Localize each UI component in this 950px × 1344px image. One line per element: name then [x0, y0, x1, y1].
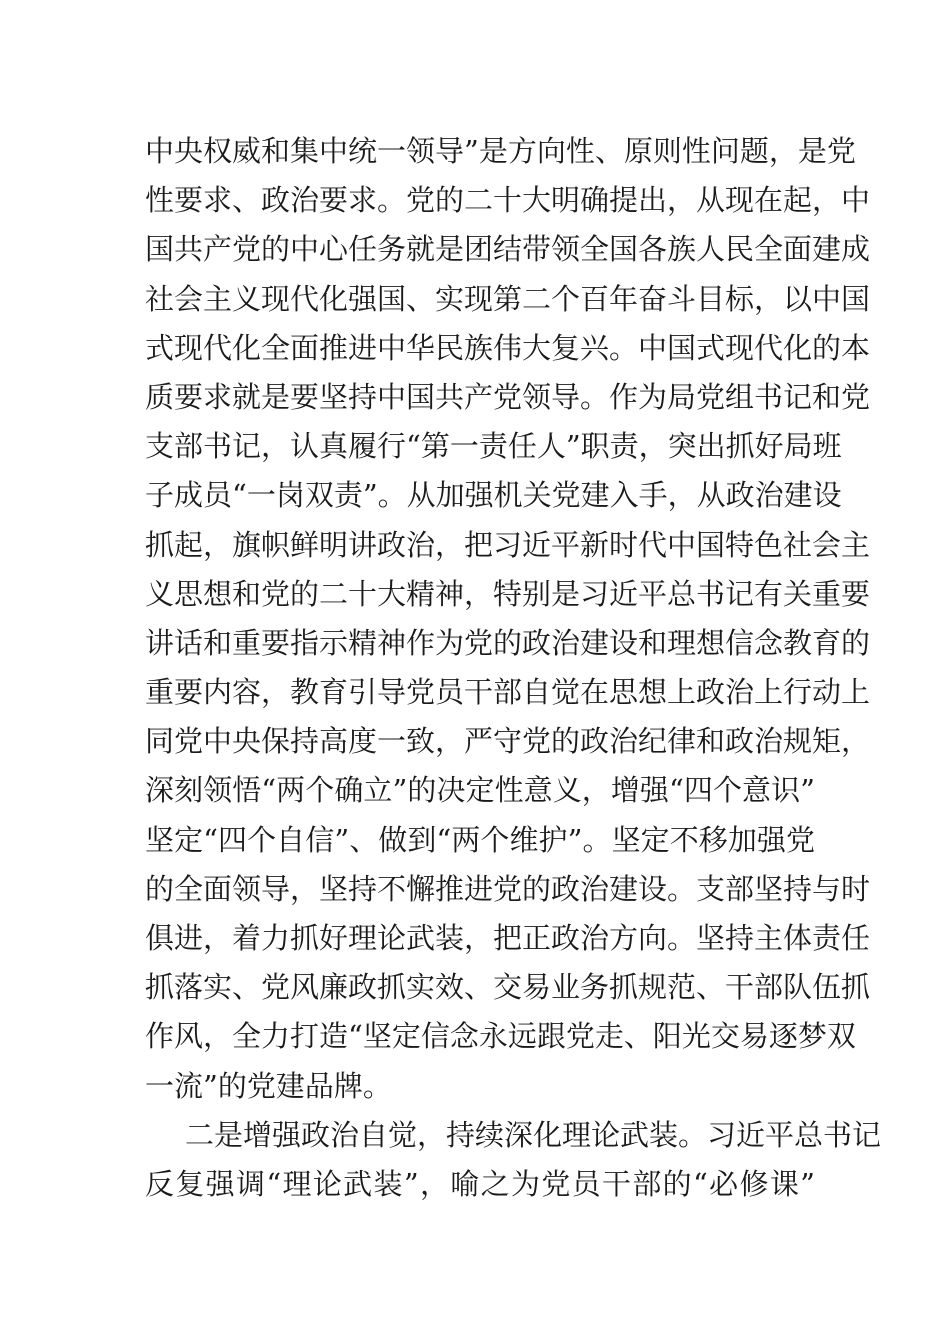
text-line: 中央权威和集中统一领导”是方向性、原则性问题，是党	[145, 134, 856, 168]
text-line: 的全面领导，坚持不懈推进党的政治建设。支部坚持与时	[145, 871, 871, 906]
text-line: 抓起，旗帜鲜明讲政治，把习近平新时代中国特色社会主	[145, 527, 871, 562]
text-line: 重要内容，教育引导党员干部自觉在思想上政治上行动上	[145, 675, 871, 710]
text-line: 义思想和党的二十大精神，特别是习近平总书记有关重要	[145, 576, 871, 611]
text-line: 作风，全力打造“坚定信念永远跟党走、阳光交易逐梦双	[145, 1019, 856, 1054]
text-line: 社会主义现代化强国、实现第二个百年奋斗目标，以中国	[145, 281, 871, 316]
text-line: 支部书记，认真履行“第一责任人”职责，突出抓好局班	[145, 429, 842, 464]
text-line: 抓落实、党风廉政抓实效、交易业务抓规范、干部队伍抓	[145, 970, 871, 1005]
text-line: 性要求、政治要求。党的二十大明确提出，从现在起，中	[145, 183, 871, 218]
text-line: 讲话和重要指示精神作为党的政治建设和理想信念教育的	[145, 625, 871, 660]
text-line: 质要求就是要坚持中国共产党领导。作为局党组书记和党	[145, 379, 871, 414]
text-line: 坚定“四个自信”、做到“两个维护”。坚定不移加强党	[145, 822, 815, 857]
text-line: 二是增强政治自觉，持续深化理论武装。习近平总书记	[185, 1117, 882, 1152]
text-line: 一流”的党建品牌。	[145, 1068, 392, 1103]
text-line: 同党中央保持高度一致，严守党的政治纪律和政治规矩，	[145, 724, 871, 759]
paragraph-1	[145, 127, 871, 1111]
text-line: 子成员“一岗双责”。从加强机关党建入手，从政治建设	[145, 478, 842, 513]
text-line: 深刻领悟“两个确立”的决定性意义，增强“四个意识”	[145, 773, 815, 808]
text-line: 国共产党的中心任务就是团结带领全国各族人民全面建成	[145, 232, 871, 267]
document-body	[145, 127, 882, 1209]
paragraph-2	[145, 1111, 882, 1209]
text-line: 俱进，着力抓好理论武装，把正政治方向。坚持主体责任	[145, 921, 871, 955]
text-line: 反复强调“理论武装”，喻之为党员干部的“必修课”	[145, 1166, 815, 1201]
text-line: 式现代化全面推进中华民族伟大复兴。中国式现代化的本	[145, 330, 871, 365]
